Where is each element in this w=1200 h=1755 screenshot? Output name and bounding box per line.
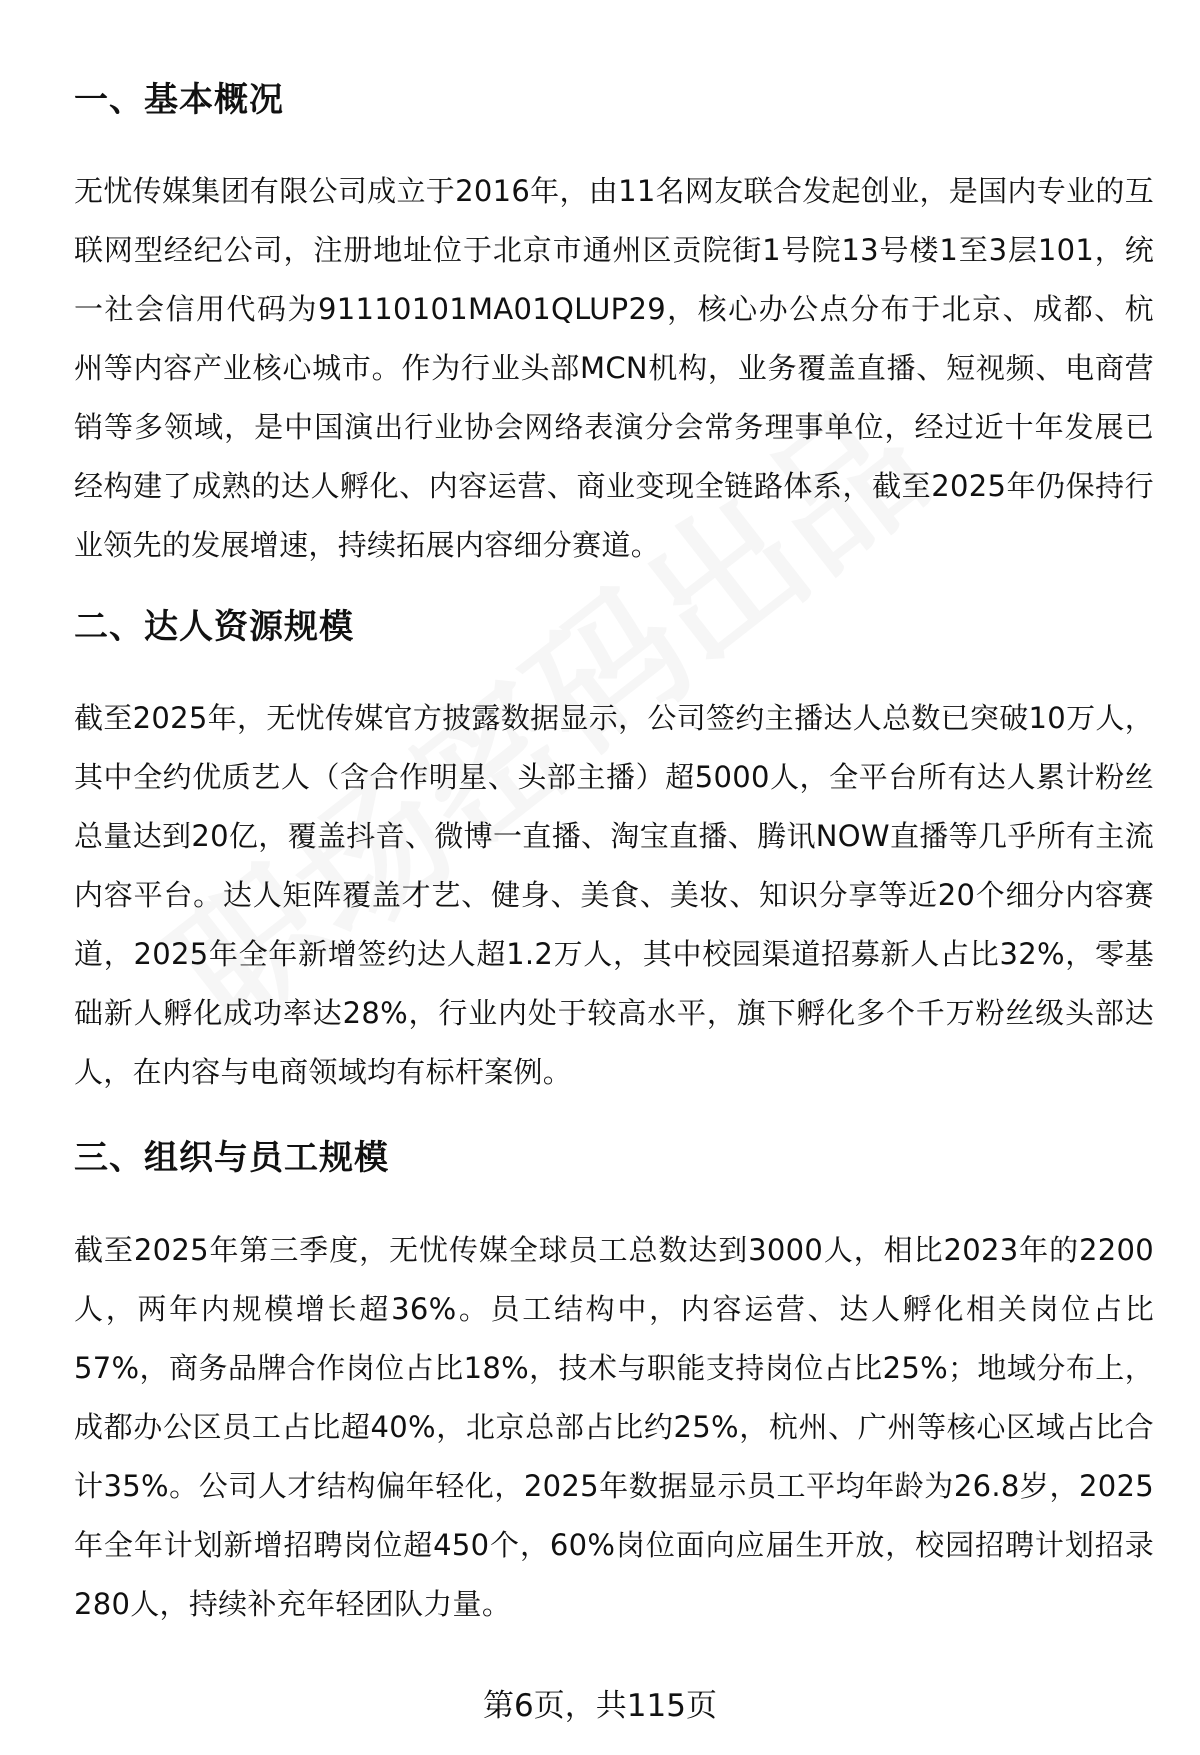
section-title-organization-staff: 三、组织与员工规模	[74, 1138, 389, 1179]
section-title-talent-scale: 二、达人资源规模	[74, 607, 354, 648]
section-body-talent-scale: 截至2025年，无忧传媒官方披露数据显示，公司签约主播达人总数已突破10万人，其中全约优质艺人（含合作明星、头部主播）超5000人，全平台所有达人累计粉丝总量达到20亿，覆盖抖音、微博一直播、淘宝直播、腾讯NOW直播等几乎所有主流内容平台。达人矩阵覆盖才艺、健身、美食、美妆、知识分享等近20个细分内容赛道，2025年全年新增签约达人超1.2万人，其中校园渠道招募新人占比32%，零基础新人孵化成功率达28%，行业内处于较高水平，旗下孵化多个千万粉丝级头部达人，在内容与电商领域均有标杆案例。	[74, 701, 1154, 1090]
section-body-basic-overview: 无忧传媒集团有限公司成立于2016年，由11名网友联合发起创业，是国内专业的互联网型经纪公司，注册地址位于北京市通州区贡院街1号院13号楼1至3层101，统一社会信用代码为91110101MA01QLUP29，核心办公点分布于北京、成都、杭州等内容产业核心城市。作为行业头部MCN机构，业务覆盖直播、短视频、电商营销等多领域，是中国演出行业协会网络表演分会常务理事单位，经过近十年发展已经构建了成熟的达人孵化、内容运营、商业变现全链路体系，截至2025年仍保持行业领先的发展增速，持续拓展内容细分赛道。	[74, 174, 1154, 563]
page-footer: 第6页，共115页	[483, 1688, 717, 1724]
section-title-basic-overview: 一、基本概况	[74, 80, 284, 120]
document-page	[74, 70, 1154, 1634]
section-body-organization-staff: 截至2025年第三季度，无忧传媒全球员工总数达到3000人，相比2023年的2200人，两年内规模增长超36%。员工结构中，内容运营、达人孵化相关岗位占比57%，商务品牌合作岗位占比18%，技术与职能支持岗位占比25%；地域分布上，成都办公区员工占比超40%，北京总部占比约25%，杭州、广州等核心区域占比合计35%。公司人才结构偏年轻化，2025年数据显示员工平均年龄为26.8岁，2025年全年计划新增招聘岗位超450个，60%岗位面向应届生开放，校园招聘计划招录280人，持续补充年轻团队力量。	[74, 1232, 1154, 1621]
